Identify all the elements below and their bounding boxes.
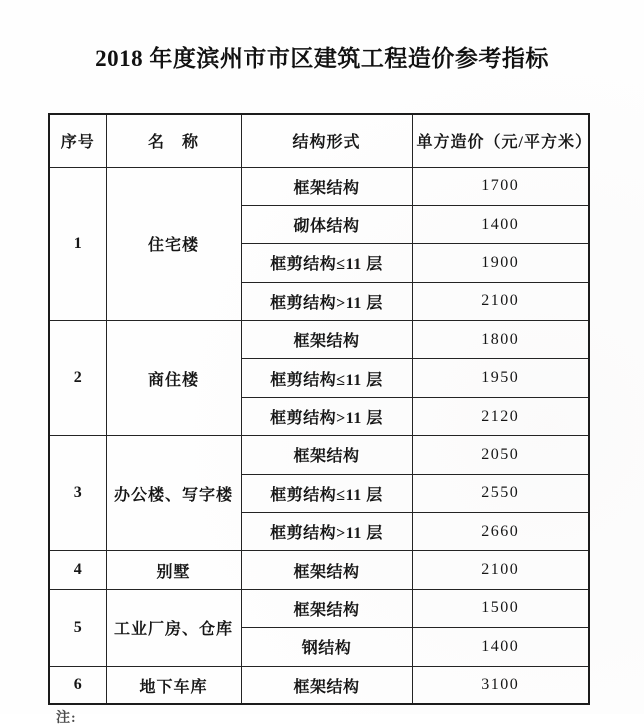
cell-structure: 框架结构: [241, 167, 412, 205]
cell-group-no: 4: [49, 551, 106, 589]
column-header-name: 名 称: [106, 114, 241, 167]
cell-structure: 框架结构: [241, 666, 412, 704]
cell-structure: 框剪结构≤11 层: [241, 359, 412, 397]
cell-structure: 框架结构: [241, 321, 412, 359]
table-row: [49, 436, 589, 474]
cell-group-name: 办公楼、写字楼: [106, 436, 241, 551]
cell-group-no: 1: [49, 167, 106, 321]
cell-structure: 框剪结构≤11 层: [241, 244, 412, 282]
cell-group-name: 工业厂房、仓库: [106, 589, 241, 666]
table-row: [49, 321, 589, 359]
cell-structure: 框架结构: [241, 436, 412, 474]
cell-structure: 框剪结构>11 层: [241, 513, 412, 551]
cell-group-no: 5: [49, 589, 106, 666]
document-title: 2018 年度滨州市市区建筑工程造价参考指标: [95, 46, 549, 71]
cell-price: 2100: [412, 282, 589, 320]
cell-group-name: 别墅: [106, 551, 241, 589]
table-row: [49, 666, 589, 704]
column-header-no: 序号: [49, 114, 106, 167]
cell-group-name: 地下车库: [106, 666, 241, 704]
cell-price: 2100: [412, 551, 589, 589]
cell-price: 1800: [412, 321, 589, 359]
cell-structure: 钢结构: [241, 628, 412, 666]
column-header-structure: 结构形式: [241, 114, 412, 167]
cell-price: 1400: [412, 628, 589, 666]
cell-price: 1400: [412, 205, 589, 243]
cost-reference-table: [48, 113, 590, 705]
cell-group-no: 3: [49, 436, 106, 551]
cell-price: 1950: [412, 359, 589, 397]
cell-group-name: 商住楼: [106, 321, 241, 436]
table-row: [49, 589, 589, 627]
column-header-price: 单方造价（元/平方米）: [412, 114, 589, 167]
cell-price: 2550: [412, 474, 589, 512]
cell-price: 2660: [412, 513, 589, 551]
cell-structure: 框架结构: [241, 589, 412, 627]
cell-group-no: 6: [49, 666, 106, 704]
cell-price: 3100: [412, 666, 589, 704]
cell-structure: 框架结构: [241, 551, 412, 589]
cell-structure: 砌体结构: [241, 205, 412, 243]
cell-price: 2120: [412, 397, 589, 435]
cell-group-name: 住宅楼: [106, 167, 241, 321]
cell-price: 1700: [412, 167, 589, 205]
table-body: [49, 167, 589, 704]
cell-price: 2050: [412, 436, 589, 474]
cut-off-footnote: 注:: [56, 711, 77, 726]
cell-structure: 框剪结构≤11 层: [241, 474, 412, 512]
cell-group-no: 2: [49, 321, 106, 436]
table-row: [49, 167, 589, 205]
cell-structure: 框剪结构>11 层: [241, 397, 412, 435]
cell-price: 1500: [412, 589, 589, 627]
cell-structure: 框剪结构>11 层: [241, 282, 412, 320]
cell-price: 1900: [412, 244, 589, 282]
header-row: [49, 114, 589, 167]
table-header: [49, 114, 592, 167]
table-row: [49, 551, 589, 589]
